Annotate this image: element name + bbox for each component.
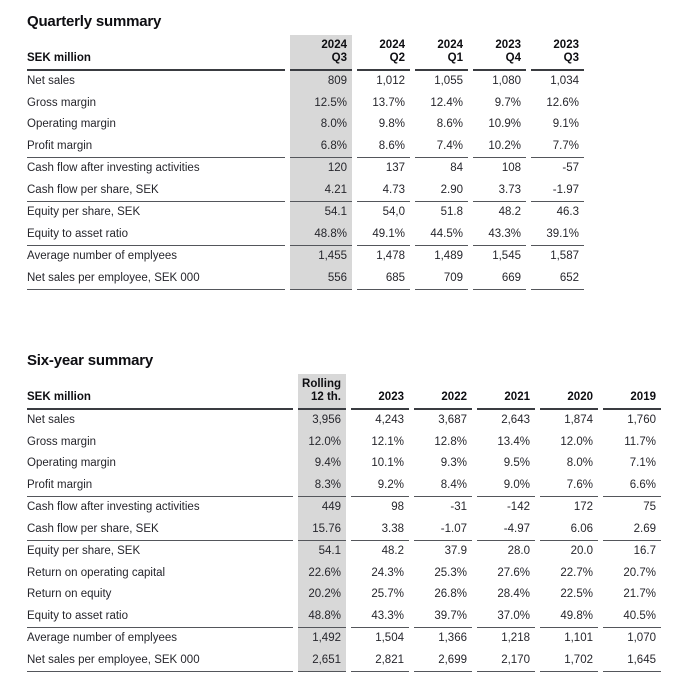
value-cell: 21.7% — [623, 588, 656, 600]
value-cell: 22.7% — [560, 566, 593, 579]
value-cell: 12.4% — [430, 96, 463, 109]
row-label: Profit margin — [27, 475, 293, 498]
table-row — [27, 93, 584, 115]
table-row — [27, 541, 661, 563]
value-cell: 2,821 — [351, 650, 409, 673]
value-cell: 4.73 — [357, 180, 410, 203]
row-label: Cash flow per share, SEK — [27, 180, 285, 203]
table-row — [27, 246, 584, 268]
table-row — [27, 628, 661, 650]
table-row — [27, 202, 584, 224]
value-cell: 22.5% — [560, 588, 593, 600]
value-cell: 3.38 — [351, 519, 409, 542]
value-cell: 46.3 — [556, 206, 579, 218]
value-cell: 28.4% — [497, 588, 530, 600]
row-label: Cash flow per share, SEK — [27, 519, 293, 542]
value-cell: 2,170 — [477, 650, 535, 673]
column-header: 2023 Q3 — [531, 35, 584, 71]
value-cell: 1,545 — [492, 250, 521, 262]
value-cell: 48.8% — [290, 224, 352, 247]
value-cell: 1,645 — [603, 650, 661, 673]
value-cell: 1,055 — [434, 75, 463, 87]
value-cell: 3,956 — [298, 410, 346, 432]
row-label: Net sales per employee, SEK 000 — [27, 650, 293, 673]
value-cell: 8.0% — [290, 114, 352, 136]
value-cell: 8.3% — [298, 475, 346, 498]
value-cell: 1,478 — [376, 250, 405, 262]
value-cell: 25.7% — [371, 588, 404, 600]
value-cell: 1,492 — [298, 628, 346, 650]
row-label: Gross margin — [27, 435, 97, 448]
column-header: 2020 — [540, 374, 598, 410]
value-cell: 12.5% — [290, 93, 352, 115]
six-year-summary-section — [27, 352, 672, 672]
row-label: Average number of emplyees — [27, 632, 178, 644]
value-cell: 28.0 — [507, 545, 530, 557]
table-row — [27, 606, 661, 629]
column-header: 2019 — [603, 374, 661, 410]
value-cell: 1,012 — [376, 75, 405, 87]
row-label: Profit margin — [27, 136, 285, 159]
table-row — [27, 650, 661, 673]
value-cell: 24.3% — [371, 566, 404, 579]
six-year-summary-title: Six-year summary — [27, 352, 154, 369]
table-row — [27, 114, 584, 136]
row-label: Cash flow after investing activities — [27, 501, 200, 513]
value-cell: 9.8% — [378, 118, 405, 130]
value-cell: 37.0% — [477, 606, 535, 629]
row-label: Equity to asset ratio — [27, 224, 285, 247]
table-row — [27, 224, 584, 247]
value-cell: 9.7% — [494, 96, 521, 109]
value-cell: 44.5% — [415, 224, 468, 247]
column-header: Rolling 12 th. — [298, 374, 346, 410]
value-cell: 685 — [357, 268, 410, 291]
column-header: 2024 Q1 — [415, 35, 468, 71]
value-cell: 20.2% — [298, 584, 346, 606]
table-row — [27, 410, 661, 432]
value-cell: 9.2% — [351, 475, 409, 498]
value-cell: 709 — [415, 268, 468, 291]
value-cell: -142 — [506, 501, 530, 513]
value-cell: 39.1% — [531, 224, 584, 247]
value-cell: 26.8% — [434, 588, 467, 600]
value-cell: 1,455 — [290, 246, 352, 268]
value-cell: -57 — [562, 162, 579, 174]
value-cell: 2.69 — [603, 519, 661, 542]
value-cell: 7.4% — [415, 136, 468, 159]
value-cell: 1,504 — [375, 632, 404, 644]
value-cell: 2,651 — [298, 650, 346, 673]
row-label: Operating margin — [27, 118, 116, 130]
value-cell: 11.7% — [624, 435, 656, 448]
value-cell: 7.6% — [540, 475, 598, 498]
value-cell: 4.21 — [290, 180, 352, 203]
value-cell: 13.7% — [372, 96, 405, 109]
row-label: Return on operating capital — [27, 566, 166, 579]
column-header: 2024 Q2 — [357, 35, 410, 71]
value-cell: 12.0% — [298, 432, 346, 454]
value-cell: -1.97 — [531, 180, 584, 203]
value-cell: 669 — [473, 268, 526, 291]
table-row — [27, 136, 584, 159]
value-cell: 1,366 — [438, 632, 467, 644]
row-label: Average number of emplyees — [27, 250, 178, 262]
value-cell: 172 — [573, 501, 593, 513]
value-cell: 20.0 — [570, 545, 593, 557]
row-label: Equity per share, SEK — [27, 206, 141, 218]
value-cell: 9.0% — [477, 475, 535, 498]
value-cell: 137 — [385, 162, 405, 174]
value-cell: 12.8% — [434, 435, 467, 448]
value-cell: 48.2 — [381, 545, 404, 557]
table-row — [27, 497, 661, 519]
value-cell: 12.1% — [371, 435, 404, 448]
quarterly-summary-title: Quarterly summary — [27, 13, 162, 30]
value-cell: 4,243 — [375, 414, 404, 426]
table-row — [27, 584, 661, 606]
table-row — [27, 475, 661, 498]
value-cell: 3,687 — [438, 414, 467, 426]
table-row — [27, 71, 584, 93]
value-cell: 652 — [531, 268, 584, 291]
column-header: 2023 Q4 — [473, 35, 526, 71]
value-cell: 1,587 — [550, 250, 579, 262]
table-row — [27, 453, 661, 475]
value-cell: 13.4% — [497, 435, 530, 448]
value-cell: 120 — [290, 158, 352, 180]
value-cell: 1,702 — [540, 650, 598, 673]
value-cell: 15.76 — [298, 519, 346, 542]
value-cell: 8.0% — [566, 457, 593, 469]
table-row — [27, 268, 584, 291]
value-cell: 9.5% — [503, 457, 530, 469]
value-cell: 1,034 — [550, 75, 579, 87]
value-cell: 2,643 — [501, 414, 530, 426]
value-cell: 3.73 — [473, 180, 526, 203]
value-cell: 1,489 — [434, 250, 463, 262]
value-cell: 20.7% — [623, 566, 656, 579]
value-cell: 8.6% — [357, 136, 410, 159]
value-cell: 809 — [290, 71, 352, 93]
value-cell: 8.6% — [436, 118, 463, 130]
value-cell: 1,760 — [627, 414, 656, 426]
value-cell: 40.5% — [603, 606, 661, 629]
value-cell: -1.07 — [414, 519, 472, 542]
row-label: Net sales per employee, SEK 000 — [27, 268, 285, 291]
value-cell: 6.06 — [540, 519, 598, 542]
value-cell: 51.8 — [440, 206, 463, 218]
row-label: Net sales — [27, 75, 75, 87]
row-label: Gross margin — [27, 96, 97, 109]
value-cell: 37.9 — [444, 545, 467, 557]
row-label: Equity per share, SEK — [27, 545, 141, 557]
table-row — [27, 563, 661, 585]
unit-label: SEK million — [27, 35, 285, 71]
column-header: 2022 — [414, 374, 472, 410]
table-row — [27, 432, 661, 454]
value-cell: 75 — [643, 501, 656, 513]
value-cell: 48.2 — [498, 206, 521, 218]
quarterly-summary-table — [22, 35, 589, 290]
value-cell: 49.1% — [357, 224, 410, 247]
value-cell: 54.1 — [290, 202, 352, 224]
value-cell: 7.7% — [531, 136, 584, 159]
value-cell: 54,0 — [382, 206, 405, 218]
value-cell: 49.8% — [540, 606, 598, 629]
value-cell: 10.9% — [488, 118, 521, 130]
row-label: Net sales — [27, 414, 75, 426]
value-cell: 6.6% — [603, 475, 661, 498]
value-cell: 108 — [501, 162, 521, 174]
column-header: 2023 — [351, 374, 409, 410]
value-cell: 84 — [450, 162, 463, 174]
value-cell: 43.3% — [351, 606, 409, 629]
row-label: Equity to asset ratio — [27, 606, 293, 629]
column-header: 2021 — [477, 374, 535, 410]
value-cell: 10.2% — [473, 136, 526, 159]
value-cell: -31 — [450, 501, 467, 513]
row-label: Operating margin — [27, 457, 116, 469]
table-row — [27, 519, 661, 542]
row-label: Return on equity — [27, 588, 112, 600]
value-cell: 6.8% — [290, 136, 352, 159]
value-cell: 9.4% — [298, 453, 346, 475]
value-cell: 2.90 — [415, 180, 468, 203]
value-cell: 27.6% — [497, 566, 530, 579]
six-year-summary-table — [22, 374, 666, 672]
value-cell: 1,218 — [501, 632, 530, 644]
value-cell: 22.6% — [298, 563, 346, 585]
quarterly-summary-section — [27, 13, 672, 290]
value-cell: 1,874 — [564, 414, 593, 426]
value-cell: 25.3% — [434, 566, 467, 579]
value-cell: 48.8% — [298, 606, 346, 629]
column-header: 2024 Q3 — [290, 35, 352, 71]
table-row — [27, 158, 584, 180]
value-cell: 8.4% — [414, 475, 472, 498]
row-label: Cash flow after investing activities — [27, 162, 200, 174]
value-cell: 9.3% — [440, 457, 467, 469]
value-cell: 54.1 — [298, 541, 346, 563]
value-cell: 1,101 — [564, 632, 593, 644]
value-cell: 12.6% — [546, 96, 579, 109]
value-cell: 43.3% — [473, 224, 526, 247]
value-cell: 98 — [391, 501, 404, 513]
value-cell: 1,070 — [627, 632, 656, 644]
value-cell: 9.1% — [552, 118, 579, 130]
value-cell: 12.0% — [560, 435, 593, 448]
value-cell: 39.7% — [414, 606, 472, 629]
value-cell: 7.1% — [629, 457, 656, 469]
value-cell: 10.1% — [371, 457, 404, 469]
table-row — [27, 180, 584, 203]
value-cell: 449 — [298, 497, 346, 519]
value-cell: 2,699 — [414, 650, 472, 673]
value-cell: -4.97 — [477, 519, 535, 542]
unit-label: SEK million — [27, 374, 293, 410]
value-cell: 16.7 — [633, 545, 656, 557]
value-cell: 1,080 — [492, 75, 521, 87]
value-cell: 556 — [290, 268, 352, 291]
